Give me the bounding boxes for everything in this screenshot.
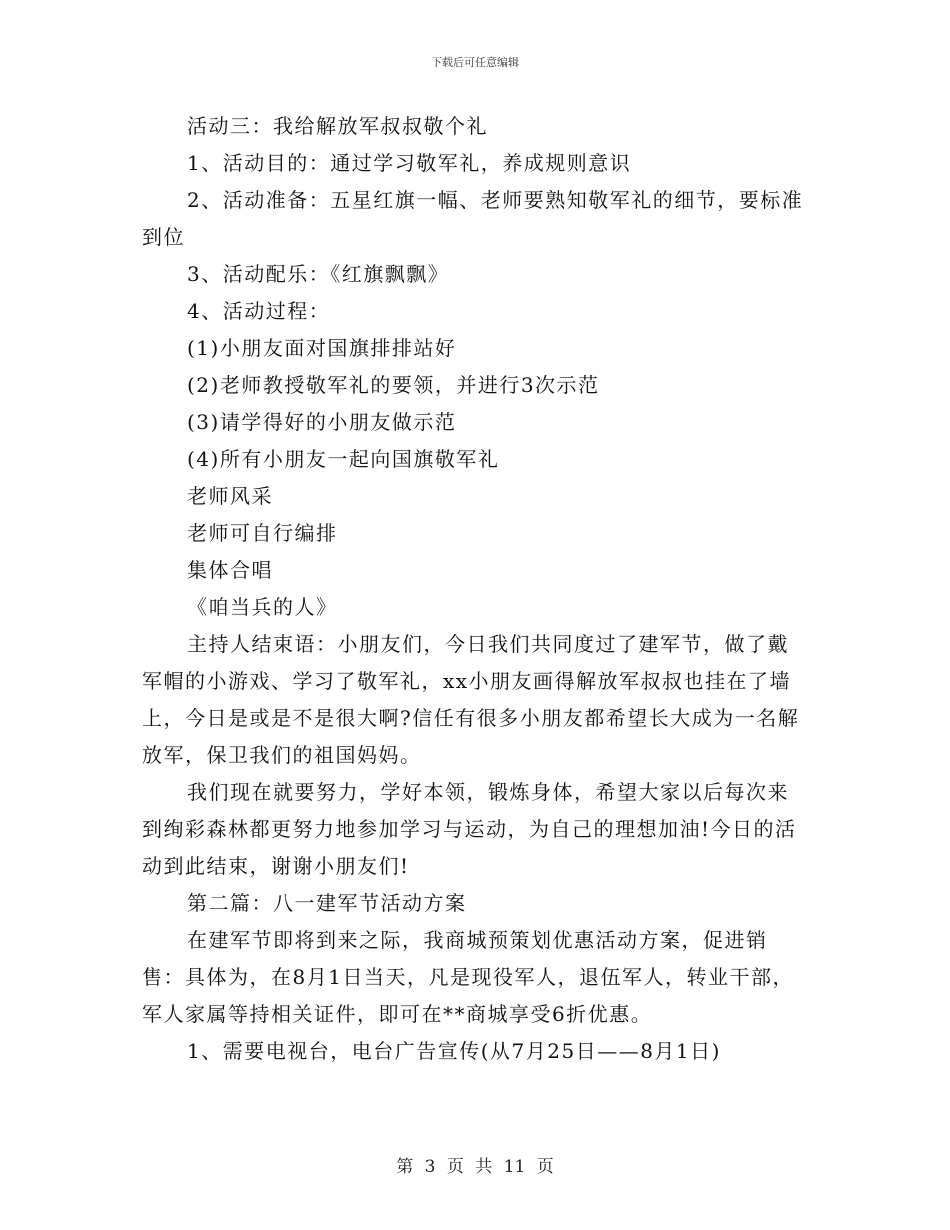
paragraph: 老师风采 <box>187 484 273 508</box>
paragraph: 集体合唱 <box>187 558 273 582</box>
list-item: (4)所有小朋友一起向国旗敬军礼 <box>187 447 500 471</box>
paragraph: 1、活动目的：通过学习敬军礼，养成规则意识 <box>187 151 632 175</box>
paragraph: 2、活动准备：五星红旗一幅、老师要熟知敬军礼的细节，要标准到位 <box>142 188 804 249</box>
paragraph: 《咱当兵的人》 <box>187 595 338 619</box>
list-item: (1)小朋友面对国旗排排站好 <box>187 336 457 360</box>
document-body <box>142 108 810 1070</box>
section-heading-activity-3: 活动三：我给解放军叔叔敬个礼 <box>187 114 488 138</box>
section-heading-part-2: 第二篇：八一建军节活动方案 <box>187 891 467 915</box>
list-item: (3)请学得好的小朋友做示范 <box>187 410 457 434</box>
paragraph: 3、活动配乐：《红旗飘飘》 <box>187 262 450 286</box>
paragraph: 4、活动过程： <box>187 299 331 323</box>
paragraph: 我们现在就要努力，学好本领，锻炼身体，希望大家以后每次来到绚彩森林都更努力地参加学习与运动，为自己的理想加油!今日的活动到此结束，谢谢小朋友们! <box>142 780 797 878</box>
paragraph: 主持人结束语：小朋友们，今日我们共同度过了建军节，做了戴军帽的小游戏、学习了敬军礼，xx小朋友画得解放军叔叔也挂在了墙上，今日是或是不是很大啊?信任有很多小朋友都希望长大成为一名解放军，保卫我们的祖国妈妈。 <box>142 632 800 767</box>
paragraph: 在建军节即将到来之际，我商城预策划优惠活动方案，促进销售：具体为，在8月1日当天，凡是现役军人，退伍军人，转业干部，军人家属等持相关证件，即可在**商城享受6折优惠。 <box>142 928 794 1026</box>
list-item: (2)老师教授敬军礼的要领，并进行3次示范 <box>187 373 600 397</box>
paragraph: 1、需要电视台，电台广告宣传(从7月25日——8月1日) <box>187 1039 721 1063</box>
page-header-note: 下载后可任意编辑 <box>431 56 519 69</box>
paragraph: 老师可自行编排 <box>187 521 338 545</box>
page-number-footer: 第 3 页 共 11 页 <box>396 1157 554 1177</box>
